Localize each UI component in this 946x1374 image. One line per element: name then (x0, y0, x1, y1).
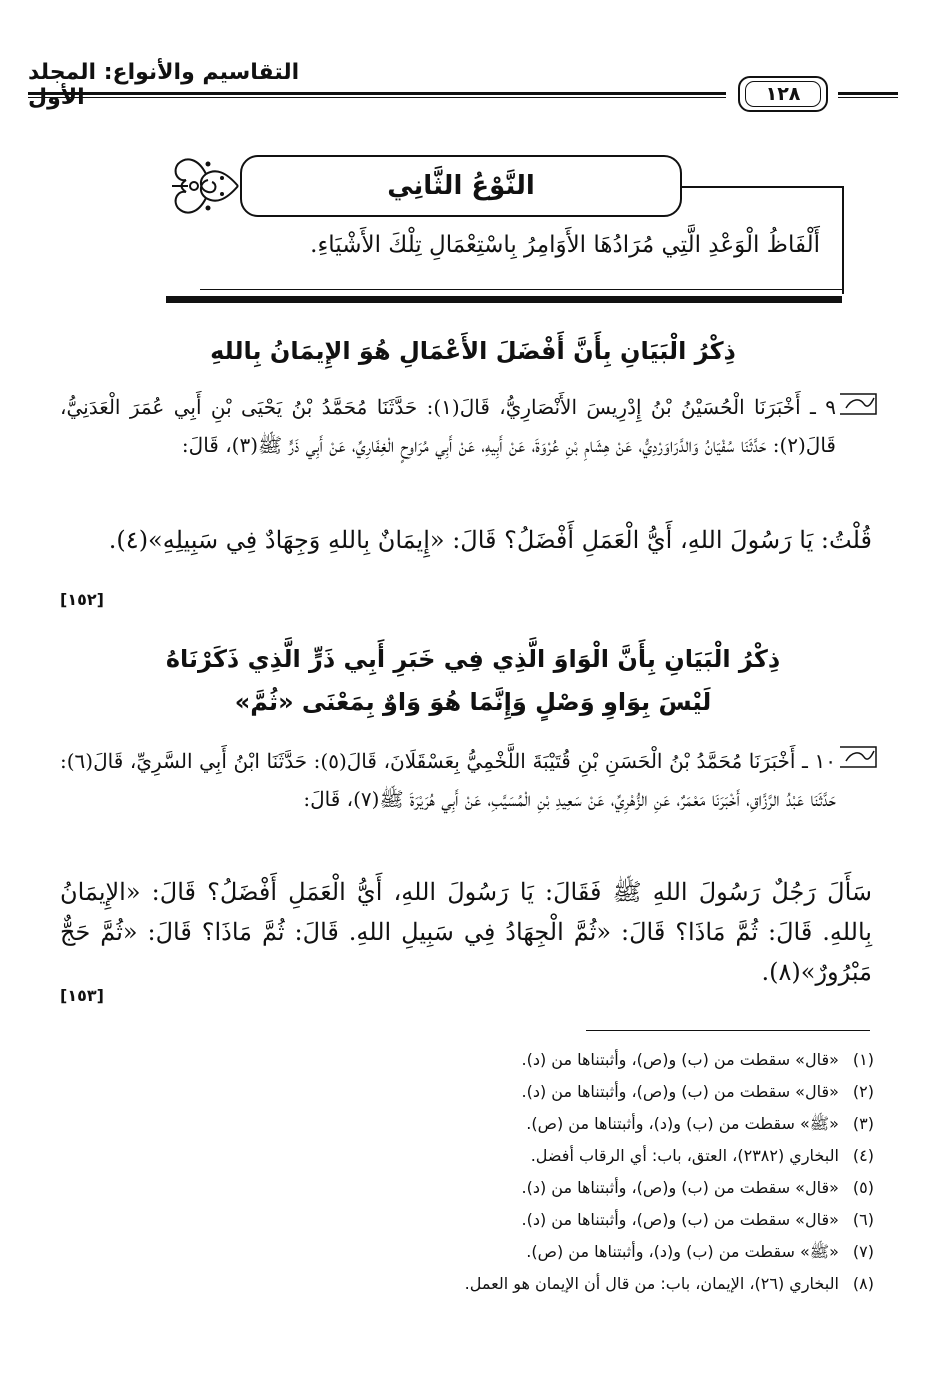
header-rule-right-thin (838, 97, 898, 98)
footnote-text: «قال» سقطت من (ب) و(ص)، وأثبتناها من (د). (521, 1082, 839, 1101)
type-bracket-top (682, 186, 844, 188)
header-rule (28, 92, 726, 95)
header-rule-thin (28, 97, 726, 98)
hadith-marker-icon (838, 392, 878, 416)
section-type-subtitle: أَلْفَاظُ الْوَعْدِ الَّتِي مُرَادُهَا الأَوَامِرُ بِاسْتِعْمَالِ تِلْكَ الأَشْيَاءِ. (310, 232, 820, 258)
chapter-heading: ذِكْرُ الْبَيَانِ بِأَنَّ أَفْضَلَ الأَعْمَالِ هُوَ الإِيمَانُ بِاللهِ (210, 337, 736, 365)
page-number: ١٢٨ (745, 81, 821, 107)
hadith-reference: [١٥٣] (60, 986, 104, 1005)
hadith-matn: قُلْتُ: يَا رَسُولَ اللهِ، أَيُّ الْعَمَلِ أَفْضَلُ؟ قَالَ: «إِيمَانٌ بِاللهِ وَجِهَادٌ فِي سَبِيلِهِ»(٤). (108, 526, 872, 554)
type-bracket-side (842, 186, 844, 294)
footnote-text: «قال» سقطت من (ب) و(ص)، وأثبتناها من (د). (521, 1178, 839, 1197)
chapter-heading-line-1: ذِكْرُ الْبَيَانِ بِأَنَّ الْوَاوَ الَّذِي فِي خَبَرِ أَبِي ذَرٍّ الَّذِي ذَكَرْنَاهُ (165, 645, 781, 673)
section-rule-thin (200, 289, 842, 290)
footnote-text: «قال» سقطت من (ب) و(ص)، وأثبتناها من (د). (521, 1050, 839, 1069)
footnote-number: (١) (852, 1050, 874, 1069)
footnote-number: (٣) (852, 1114, 874, 1133)
footnote (300, 1082, 874, 1102)
hadith-reference: [١٥٢] (60, 590, 104, 609)
footnote-number: (٥) (852, 1178, 874, 1197)
footnote-text: البخاري (٢٦)، الإيمان، باب: من قال أن الإيمان هو العمل. (464, 1274, 839, 1293)
hadith-isnad: ٩ ـ أَخْبَرَنَا الْحُسَيْنُ بْنُ إِدْرِيسَ الأَنْصَارِيُّ، قَالَ(١): حَدَّثَنَا مُحَمَّدُ بْنُ يَحْيَى بْنِ أَبِي عُمَرَ الْعَدَنِيُّ، قَالَ(٢): حَدَّثَنَا سُفْيَانُ وَالدَّرَاوَرْدِيُّ، عَنْ هِشَامِ بْنِ عُرْوَةَ، عَنْ أَبِيهِ، عَنْ أَبِي مُرَاوِحٍ الْغِفَارِيِّ، عَنْ أَبِي ذَرٍّ ﷺ(٣)، قَالَ: (60, 395, 837, 457)
footnote-text: «قال» سقطت من (ب) و(ص)، وأثبتناها من (د). (521, 1210, 839, 1229)
footnote (300, 1274, 874, 1294)
header-rule-right (838, 92, 898, 95)
chapter-heading-line-2: لَيْسَ بِوَاوِ وَصْلٍ وَإِنَّمَا هُوَ وَاوٌ بِمَعْنَى «ثُمَّ» (234, 688, 712, 716)
footnote-number: (٦) (852, 1210, 874, 1229)
footnote (300, 1050, 874, 1070)
footnote (300, 1146, 874, 1166)
hadith-marker-icon (838, 745, 878, 769)
footnote (300, 1114, 874, 1134)
footnote-number: (٢) (852, 1082, 874, 1101)
footnote-number: (٨) (852, 1274, 874, 1293)
footnote (300, 1178, 874, 1198)
footnote-separator (586, 1030, 870, 1031)
footnote (300, 1242, 874, 1262)
footnote-text: البخاري (٢٣٨٢)، العتق، باب: أي الرقاب أفضل. (530, 1146, 839, 1165)
floral-ornament-icon (168, 150, 242, 222)
footnote-text: «ﷺ» سقطت من (ب) و(د)، وأثبتناها من (ص). (526, 1114, 839, 1133)
footnote-number: (٤) (852, 1146, 874, 1165)
section-rule-thick (166, 296, 842, 303)
running-header-title: التقاسيم والأنواع: المجلد (28, 60, 300, 85)
hadith-isnad: ١٠ ـ أَخْبَرَنَا مُحَمَّدُ بْنُ الْحَسَنِ بْنِ قُتَيْبَةَ اللَّخْمِيُّ بِعَسْقَلَانَ، قَالَ(٥): حَدَّثَنَا ابْنُ أَبِي السَّرِيِّ، قَالَ(٦): حَدَّثَنَا عَبْدُ الرَّزَّاقِ، أَخْبَرَنَا مَعْمَرٌ، عَنِ الزُّهْرِيِّ، عَنْ سَعِيدِ بْنِ الْمُسَيَّبِ، عَنْ أَبِي هُرَيْرَةَ ﷺ(٧)، قَالَ: (60, 749, 836, 811)
section-type-title: النَّوْعُ الثَّانِي (240, 155, 682, 217)
hadith-matn: سَأَلَ رَجُلٌ رَسُولَ اللهِ ﷺ فَقَالَ: يَا رَسُولَ اللهِ، أَيُّ الْعَمَلِ أَفْضَلُ؟ قَالَ: «الإِيمَانُ بِاللهِ. قَالَ: ثُمَّ مَاذَا؟ قَالَ: «ثُمَّ الْجِهَادُ فِي سَبِيلِ اللهِ. قَالَ: ثُمَّ مَاذَا؟ قَالَ: «ثُمَّ حَجٌّ مَبْرُورٌ»(٨). (60, 878, 872, 986)
footnote-text: «ﷺ» سقطت من (ب) و(د)، وأثبتناها من (ص). (526, 1242, 839, 1261)
footnote (300, 1210, 874, 1230)
footnote-number: (٧) (852, 1242, 874, 1261)
